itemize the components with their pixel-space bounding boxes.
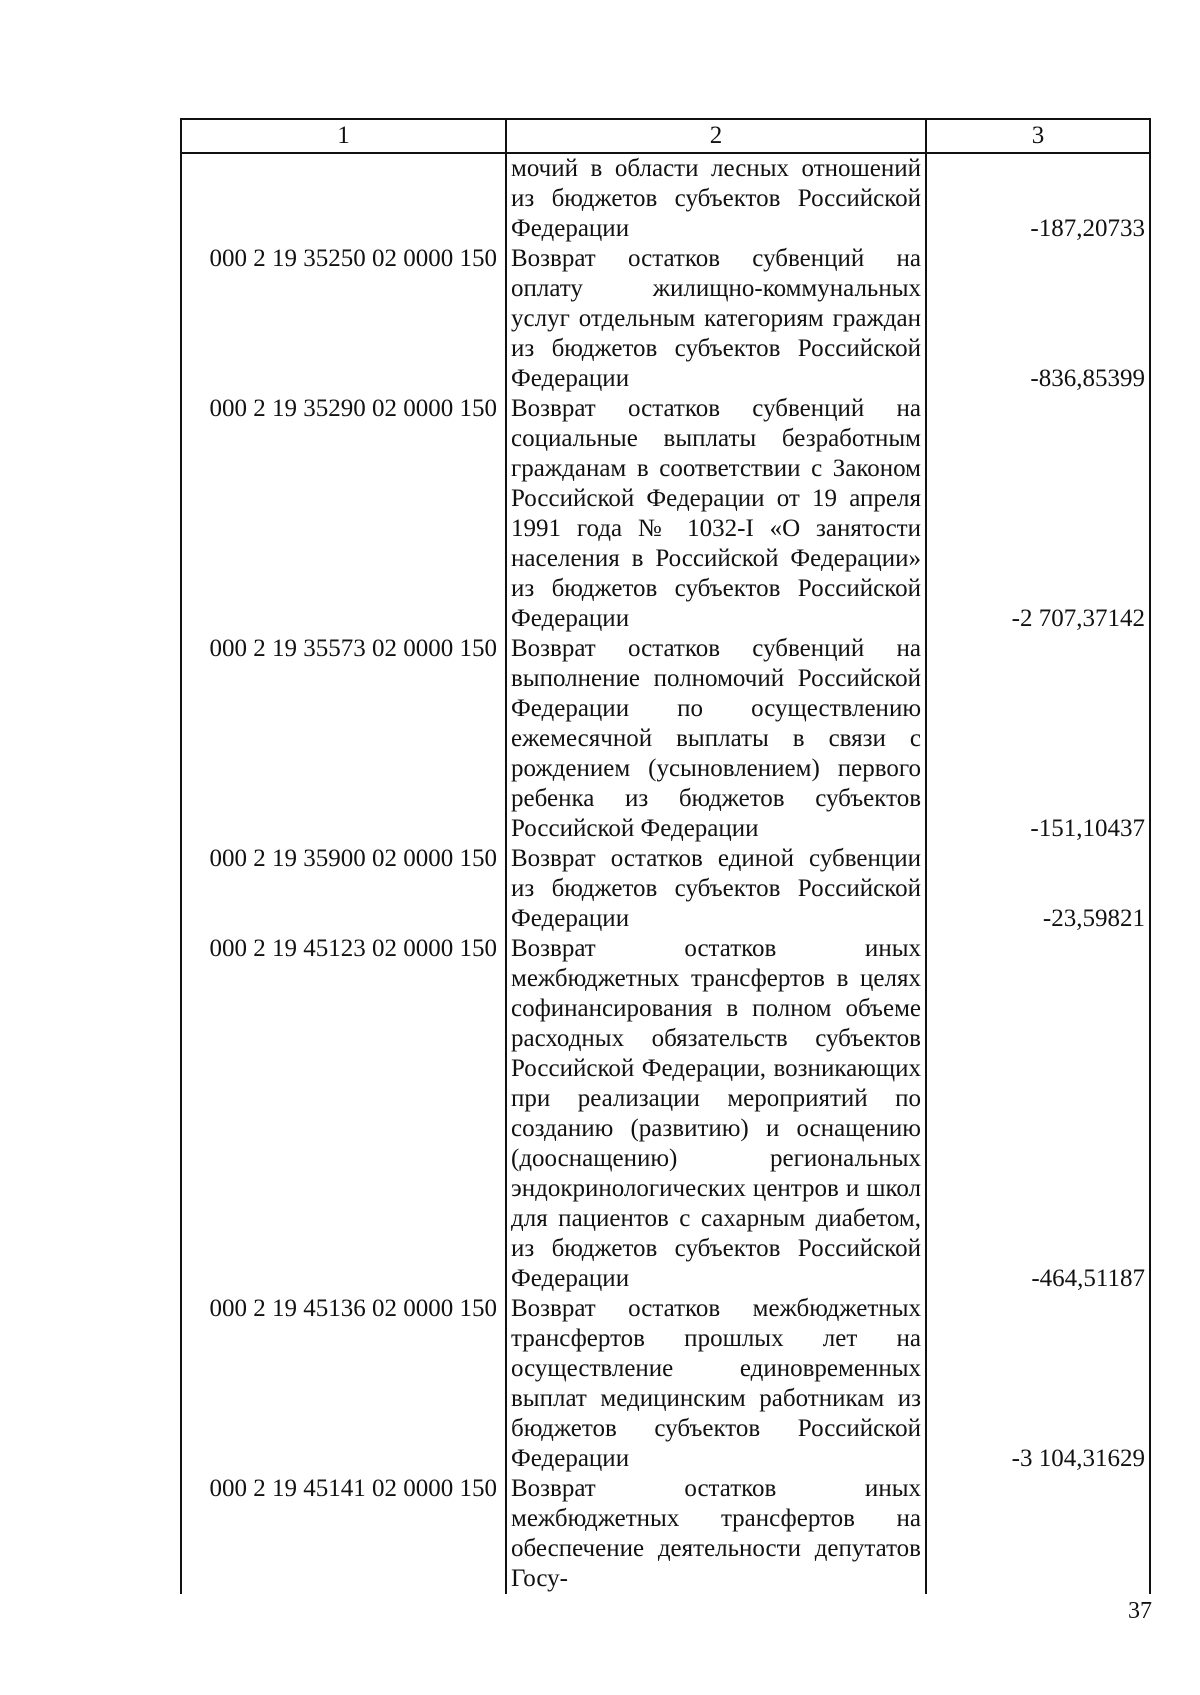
table-row	[181, 634, 1150, 844]
budget-code: 000 2 19 45136 02 0000 150	[181, 1294, 506, 1474]
amount	[926, 1474, 1150, 1594]
column-header-1: 1	[181, 119, 506, 153]
description-text: Возврат остатков единой субвенции из бюджетов субъектов Российской Федерации	[511, 845, 921, 932]
budget-code: 000 2 19 35573 02 0000 150	[181, 634, 506, 844]
budget-code: 000 2 19 35250 02 0000 150	[181, 244, 506, 394]
table-row	[181, 934, 1150, 1294]
amount: -187,20733	[926, 153, 1150, 244]
header-row	[181, 119, 1150, 153]
table-header	[181, 119, 1150, 153]
column-header-2: 2	[506, 119, 926, 153]
amount: -151,10437	[926, 634, 1150, 844]
description-text: Возврат остатков субвенций на социальные выплаты безработным гражданам в соответствии с Законом Российской Федерации от 19 апреля 1991 года № 1032-I «О занятости населения в Российской Федерации» из бюджетов субъектов Российской Федерации	[511, 395, 921, 632]
description-cell	[506, 1294, 926, 1474]
budget-code	[181, 153, 506, 244]
table-row	[181, 844, 1150, 934]
budget-code: 000 2 19 35900 02 0000 150	[181, 844, 506, 934]
table-row	[181, 244, 1150, 394]
description-text: Возврат остатков межбюджетных трансфертов прошлых лет на осуществление единовременных выплат медицинским работникам из бюджетов субъектов Российской Федерации	[511, 1295, 921, 1472]
table-body	[181, 153, 1150, 1594]
description-cell	[506, 934, 926, 1294]
description-cell	[506, 153, 926, 244]
amount: -2 707,37142	[926, 394, 1150, 634]
budget-code: 000 2 19 35290 02 0000 150	[181, 394, 506, 634]
description-cell	[506, 244, 926, 394]
description-cell	[506, 634, 926, 844]
description-text: Возврат остатков иных межбюджетных трансфертов в целях софинансирования в полном объеме расходных обязательств субъектов Российской Федерации, возникающих при реализации мероприятий по созданию (развитию) и оснащению (дооснащению) региональных эндокринологических центров и школ для пациентов с сахарным диабетом, из бюджетов субъектов Российской Федерации	[511, 935, 921, 1292]
amount: -464,51187	[926, 934, 1150, 1294]
table-row	[181, 1474, 1150, 1594]
column-header-3: 3	[926, 119, 1150, 153]
budget-table	[180, 118, 1151, 1594]
table-row	[181, 1294, 1150, 1474]
amount: -3 104,31629	[926, 1294, 1150, 1474]
description-text: мочий в области лесных отношений из бюджетов субъектов Российской Федерации	[511, 155, 921, 242]
description-text: Возврат остатков субвенций на выполнение полномочий Российской Федерации по осуществлению ежемесячной выплаты в связи с рождением (усыновлением) первого ребенка из бюджетов субъектов Российской Федерации	[511, 635, 921, 842]
description-cell	[506, 394, 926, 634]
page-number: 37	[1128, 1598, 1152, 1624]
description-text: Возврат остатков субвенций на оплату жилищно-коммунальных услуг отдельным категориям граждан из бюджетов субъектов Российской Федерации	[511, 245, 921, 392]
table-row	[181, 394, 1150, 634]
description-cell	[506, 844, 926, 934]
amount: -23,59821	[926, 844, 1150, 934]
table-row	[181, 153, 1150, 244]
amount: -836,85399	[926, 244, 1150, 394]
budget-code: 000 2 19 45141 02 0000 150	[181, 1474, 506, 1594]
description-text: Возврат остатков иных межбюджетных трансфертов на обеспечение деятельности депутатов Госу-	[511, 1475, 921, 1592]
budget-code: 000 2 19 45123 02 0000 150	[181, 934, 506, 1294]
description-cell	[506, 1474, 926, 1594]
